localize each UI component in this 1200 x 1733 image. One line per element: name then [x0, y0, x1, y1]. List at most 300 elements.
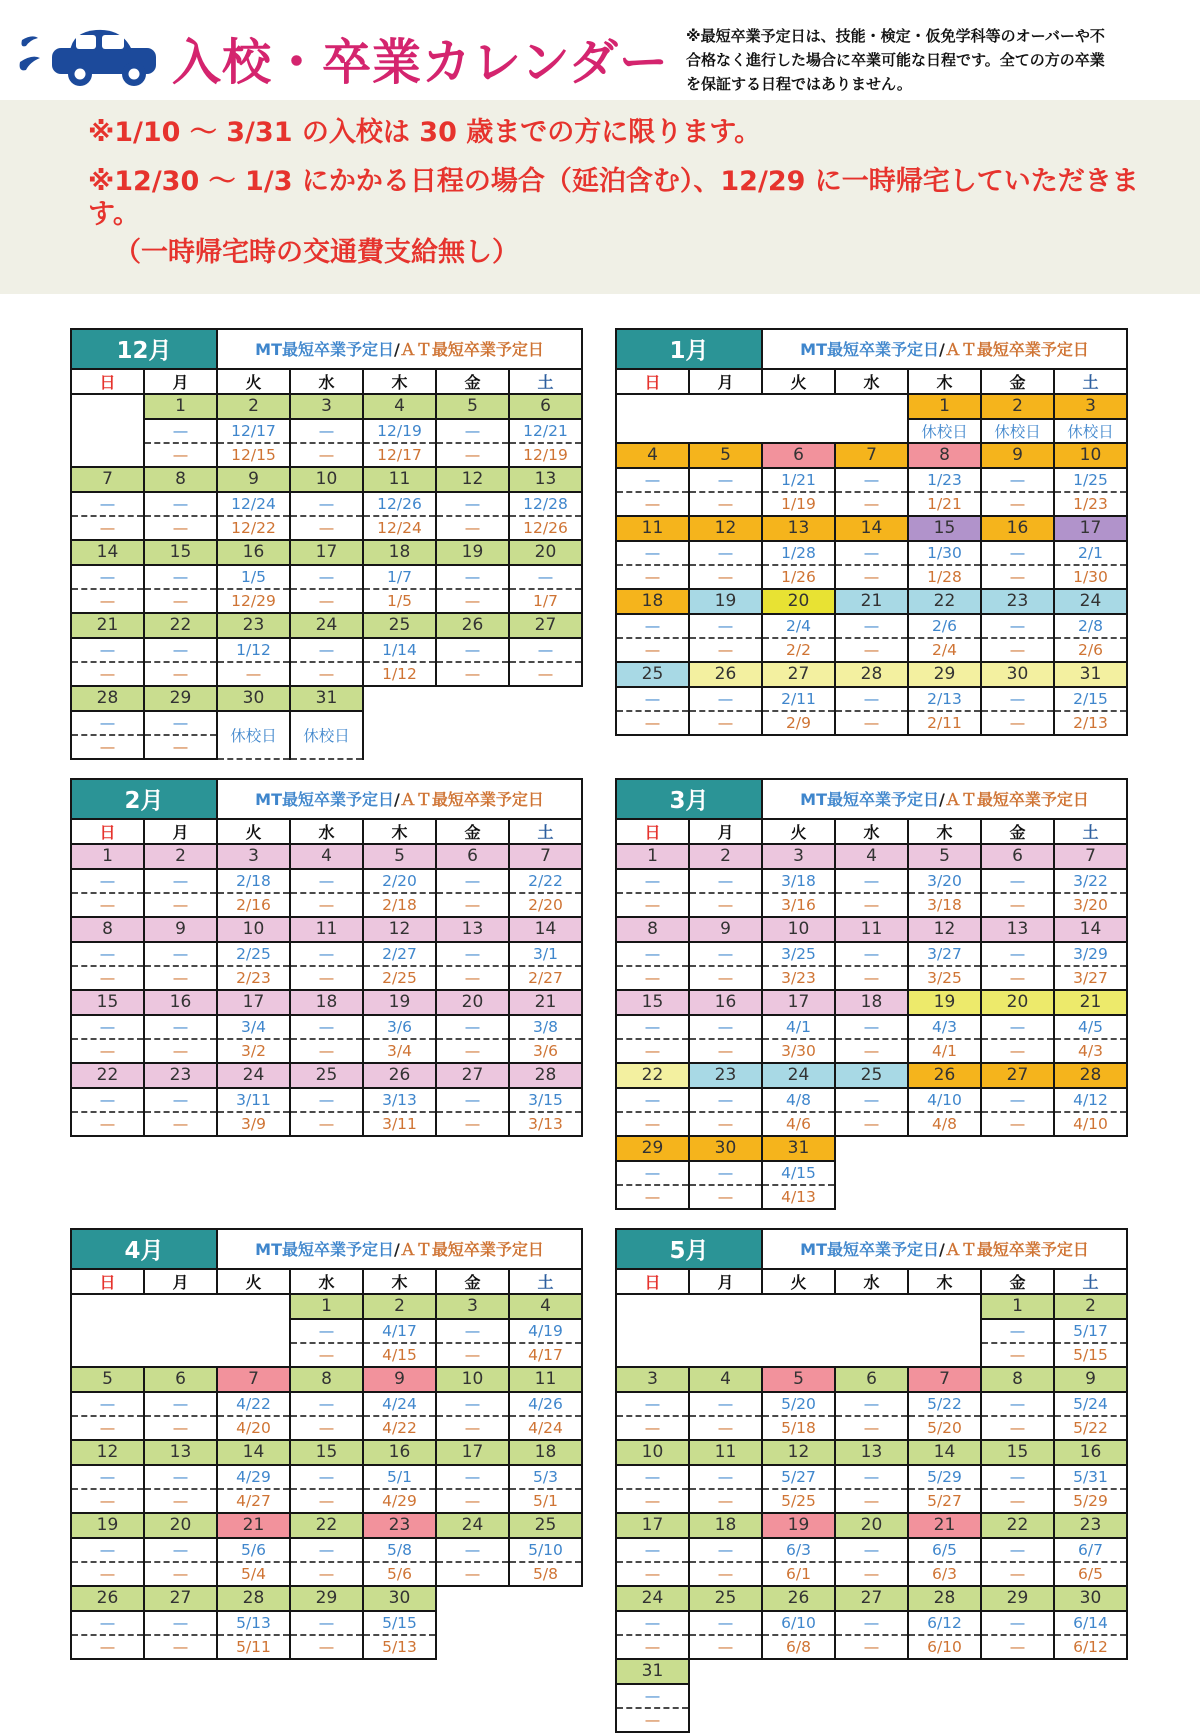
day-cell: 19 — [908, 990, 981, 1015]
day-cell: 31 — [762, 1136, 835, 1161]
mt-date-cell: — — [689, 687, 762, 711]
mt-date-cell: 3/6 — [363, 1015, 436, 1039]
at-date-cell: — — [835, 638, 908, 662]
mt-date-cell: — — [71, 1015, 144, 1039]
weekday-label: 火 — [762, 819, 835, 844]
day-cell: 8 — [144, 467, 217, 492]
at-date-cell: — — [616, 893, 689, 917]
at-date-cell: — — [981, 893, 1054, 917]
day-cell: 30 — [217, 686, 290, 711]
day-cell: 2 — [217, 394, 290, 419]
at-date-cell: — — [71, 1489, 144, 1513]
at-date-cell: — — [981, 711, 1054, 735]
day-cell: 29 — [290, 1586, 363, 1611]
mt-date-cell: — — [689, 1392, 762, 1416]
weekday-label: 火 — [762, 369, 835, 394]
at-date-cell: — — [689, 1185, 762, 1209]
mt-date-cell: 3/22 — [1054, 869, 1127, 893]
day-cell: 30 — [363, 1586, 436, 1611]
at-date-cell: 1/5 — [363, 589, 436, 613]
at-date-cell: 2/9 — [762, 711, 835, 735]
weekday-label: 金 — [436, 1269, 509, 1294]
weekday-label: 日 — [616, 369, 689, 394]
day-cell: 11 — [290, 917, 363, 942]
at-date-cell: — — [71, 1112, 144, 1136]
day-cell: 31 — [290, 686, 363, 711]
at-date-cell: — — [71, 589, 144, 613]
mt-date-cell: — — [71, 1538, 144, 1562]
day-cell: 6 — [981, 844, 1054, 869]
legend-mt: MT最短卒業予定日 — [800, 1240, 939, 1260]
at-date-cell: 5/8 — [509, 1562, 582, 1586]
mt-date-cell: — — [290, 869, 363, 893]
mt-date-cell: — — [689, 1465, 762, 1489]
at-date-cell: — — [144, 735, 217, 759]
at-date-cell: — — [290, 516, 363, 540]
mt-date-cell: — — [689, 1538, 762, 1562]
weekday-label: 水 — [290, 1269, 363, 1294]
at-date-cell: 2/25 — [363, 966, 436, 990]
mt-date-cell: — — [144, 869, 217, 893]
mt-date-cell: — — [981, 1611, 1054, 1635]
day-cell: 27 — [762, 662, 835, 687]
mt-date-cell: — — [689, 869, 762, 893]
day-cell: 15 — [616, 990, 689, 1015]
mt-date-cell: 12/17 — [217, 419, 290, 443]
mt-date-cell: — — [436, 869, 509, 893]
mt-date-cell: 4/3 — [908, 1015, 981, 1039]
notice-newyear: ※12/30 ～ 1/3 にかかる日程の場合（延泊含む）、12/29 に一時帰宅していただきます。 — [88, 166, 1139, 230]
closed-day-cell: 休校日 — [217, 711, 290, 759]
weekday-label: 金 — [981, 819, 1054, 844]
weekday-label: 土 — [509, 819, 582, 844]
at-date-cell: 1/7 — [509, 589, 582, 613]
mt-date-cell: — — [436, 942, 509, 966]
day-cell: 31 — [1054, 662, 1127, 687]
legend-mt: MT最短卒業予定日 — [255, 1240, 394, 1260]
day-cell: 21 — [1054, 990, 1127, 1015]
day-cell: 17 — [290, 540, 363, 565]
mt-date-cell: 2/25 — [217, 942, 290, 966]
day-cell: 14 — [71, 540, 144, 565]
mt-date-cell: — — [981, 614, 1054, 638]
mt-date-cell: 2/18 — [217, 869, 290, 893]
mt-date-cell: — — [981, 687, 1054, 711]
at-date-cell: — — [981, 966, 1054, 990]
mt-date-cell: 5/6 — [217, 1538, 290, 1562]
at-date-cell: — — [290, 1416, 363, 1440]
at-date-cell: — — [689, 492, 762, 516]
day-cell: 18 — [290, 990, 363, 1015]
day-cell: 15 — [144, 540, 217, 565]
weekday-label: 木 — [908, 369, 981, 394]
at-date-cell: — — [981, 1489, 1054, 1513]
at-date-cell: — — [436, 1343, 509, 1367]
day-cell: 1 — [290, 1294, 363, 1319]
at-date-cell: 12/26 — [509, 516, 582, 540]
mt-date-cell: 2/27 — [363, 942, 436, 966]
day-cell: 23 — [217, 613, 290, 638]
weekday-label: 日 — [616, 819, 689, 844]
at-date-cell: 4/20 — [217, 1416, 290, 1440]
at-date-cell: 4/10 — [1054, 1112, 1127, 1136]
at-date-cell: — — [835, 1039, 908, 1063]
at-date-cell: — — [144, 1489, 217, 1513]
day-cell: 10 — [616, 1440, 689, 1465]
mt-date-cell: — — [616, 1161, 689, 1185]
day-cell: 28 — [509, 1063, 582, 1088]
mt-date-cell: 2/20 — [363, 869, 436, 893]
day-cell: 23 — [144, 1063, 217, 1088]
at-date-cell: — — [835, 1562, 908, 1586]
at-date-cell: 5/25 — [762, 1489, 835, 1513]
weekday-label: 土 — [1054, 1269, 1127, 1294]
mt-date-cell: 3/11 — [217, 1088, 290, 1112]
at-date-cell: 4/27 — [217, 1489, 290, 1513]
at-date-cell: 2/18 — [363, 893, 436, 917]
at-date-cell: 4/8 — [908, 1112, 981, 1136]
day-cell: 9 — [1054, 1367, 1127, 1392]
weekday-label: 日 — [71, 369, 144, 394]
mt-date-cell: 5/17 — [1054, 1319, 1127, 1343]
legend-separator: / — [938, 790, 945, 810]
mt-date-cell: 5/29 — [908, 1465, 981, 1489]
at-date-cell: — — [616, 1489, 689, 1513]
empty-region — [436, 1586, 582, 1659]
day-cell: 1 — [616, 844, 689, 869]
mt-date-cell: 2/13 — [908, 687, 981, 711]
weekday-label: 月 — [689, 369, 762, 394]
at-date-cell: — — [436, 516, 509, 540]
mt-date-cell: — — [290, 942, 363, 966]
mt-date-cell: — — [835, 1088, 908, 1112]
day-cell: 12 — [71, 1440, 144, 1465]
closed-day-cell: 休校日 — [981, 419, 1054, 443]
legend-at: ＡＴ最短卒業予定日 — [399, 340, 544, 360]
mt-date-cell: — — [290, 1319, 363, 1343]
at-date-cell: — — [71, 1635, 144, 1659]
weekday-label: 日 — [616, 1269, 689, 1294]
mt-date-cell: 4/17 — [363, 1319, 436, 1343]
at-date-cell: 1/26 — [762, 565, 835, 589]
mt-date-cell: — — [436, 1088, 509, 1112]
at-date-cell: — — [981, 638, 1054, 662]
weekday-label: 水 — [835, 819, 908, 844]
closed-day-cell: 休校日 — [908, 419, 981, 443]
at-date-cell: 5/13 — [363, 1635, 436, 1659]
mt-date-cell: — — [436, 638, 509, 662]
day-cell: 22 — [290, 1513, 363, 1538]
mt-date-cell: — — [71, 1465, 144, 1489]
day-cell: 6 — [762, 443, 835, 468]
day-cell: 13 — [835, 1440, 908, 1465]
at-date-cell: — — [436, 1416, 509, 1440]
mt-date-cell: 4/8 — [762, 1088, 835, 1112]
at-date-cell: — — [835, 711, 908, 735]
weekday-label: 木 — [363, 369, 436, 394]
day-cell: 5 — [363, 844, 436, 869]
mt-date-cell: — — [144, 1538, 217, 1562]
mt-date-cell: — — [290, 1611, 363, 1635]
at-date-cell: 4/3 — [1054, 1039, 1127, 1063]
legend-separator: / — [393, 340, 400, 360]
day-cell: 9 — [144, 917, 217, 942]
mt-date-cell: — — [144, 1015, 217, 1039]
mt-date-cell: 1/21 — [762, 468, 835, 492]
day-cell: 26 — [908, 1063, 981, 1088]
day-cell: 25 — [835, 1063, 908, 1088]
at-date-cell: 2/20 — [509, 893, 582, 917]
at-date-cell: — — [689, 1489, 762, 1513]
blank-cell — [71, 1294, 290, 1367]
calendar-month-5月 — [615, 1228, 1128, 1733]
at-date-cell: 12/15 — [217, 443, 290, 467]
at-date-cell: 6/5 — [1054, 1562, 1127, 1586]
day-cell: 7 — [509, 844, 582, 869]
mt-date-cell: — — [616, 1465, 689, 1489]
weekday-label: 月 — [689, 819, 762, 844]
day-cell: 25 — [290, 1063, 363, 1088]
mt-date-cell: — — [144, 1088, 217, 1112]
at-date-cell: — — [144, 1635, 217, 1659]
day-cell: 6 — [509, 394, 582, 419]
at-date-cell: — — [436, 1039, 509, 1063]
day-cell: 27 — [144, 1586, 217, 1611]
day-cell: 24 — [1054, 589, 1127, 614]
at-date-cell: 4/13 — [762, 1185, 835, 1209]
legend-at: ＡＴ最短卒業予定日 — [399, 1240, 544, 1260]
mt-date-cell: 12/21 — [509, 419, 582, 443]
day-cell: 2 — [363, 1294, 436, 1319]
day-cell: 16 — [144, 990, 217, 1015]
at-date-cell: — — [144, 893, 217, 917]
day-cell: 21 — [835, 589, 908, 614]
at-date-cell: — — [509, 662, 582, 686]
legend-label — [217, 779, 582, 819]
at-date-cell: 3/6 — [509, 1039, 582, 1063]
day-cell: 21 — [908, 1513, 981, 1538]
day-cell: 9 — [363, 1367, 436, 1392]
day-cell: 6 — [436, 844, 509, 869]
mt-date-cell: 12/19 — [363, 419, 436, 443]
blank-cell — [616, 1294, 981, 1367]
at-date-cell: — — [144, 516, 217, 540]
day-cell: 22 — [981, 1513, 1054, 1538]
day-cell: 30 — [689, 1136, 762, 1161]
mt-date-cell: 6/14 — [1054, 1611, 1127, 1635]
weekday-label: 木 — [363, 1269, 436, 1294]
mt-date-cell: — — [689, 468, 762, 492]
at-date-cell: — — [981, 1416, 1054, 1440]
day-cell: 26 — [689, 662, 762, 687]
mt-date-cell: — — [616, 1015, 689, 1039]
closed-day-cell: 休校日 — [1054, 419, 1127, 443]
day-cell: 26 — [762, 1586, 835, 1611]
day-cell: 8 — [290, 1367, 363, 1392]
at-date-cell: — — [290, 1635, 363, 1659]
day-cell: 17 — [762, 990, 835, 1015]
mt-date-cell: 2/15 — [1054, 687, 1127, 711]
at-date-cell: 4/1 — [908, 1039, 981, 1063]
mt-date-cell: 3/20 — [908, 869, 981, 893]
day-cell: 28 — [71, 686, 144, 711]
at-date-cell: — — [290, 589, 363, 613]
day-cell: 17 — [1054, 516, 1127, 541]
day-cell: 21 — [217, 1513, 290, 1538]
at-date-cell: — — [144, 1039, 217, 1063]
mt-date-cell: 4/19 — [509, 1319, 582, 1343]
at-date-cell: — — [981, 1112, 1054, 1136]
mt-date-cell: — — [981, 1392, 1054, 1416]
at-date-cell: — — [616, 1562, 689, 1586]
at-date-cell: 1/19 — [762, 492, 835, 516]
day-cell: 11 — [616, 516, 689, 541]
day-cell: 23 — [1054, 1513, 1127, 1538]
day-cell: 21 — [509, 990, 582, 1015]
mt-date-cell: — — [144, 565, 217, 589]
legend-at: ＡＴ最短卒業予定日 — [944, 1240, 1089, 1260]
at-date-cell: — — [689, 1112, 762, 1136]
day-cell: 13 — [436, 917, 509, 942]
at-date-cell: — — [689, 1039, 762, 1063]
mt-date-cell: — — [290, 1465, 363, 1489]
mt-date-cell: — — [290, 419, 363, 443]
weekday-label: 金 — [436, 369, 509, 394]
day-cell: 9 — [217, 467, 290, 492]
at-date-cell: 4/29 — [363, 1489, 436, 1513]
day-cell: 20 — [509, 540, 582, 565]
at-date-cell: — — [71, 662, 144, 686]
day-cell: 25 — [616, 662, 689, 687]
mt-date-cell: — — [144, 942, 217, 966]
at-date-cell: — — [616, 638, 689, 662]
day-cell: 27 — [835, 1586, 908, 1611]
at-date-cell: — — [689, 1562, 762, 1586]
day-cell: 3 — [1054, 394, 1127, 419]
mt-date-cell: — — [616, 541, 689, 565]
at-date-cell: — — [290, 662, 363, 686]
notice-newyear-sub: （一時帰宅時の交通費支給無し） — [114, 237, 519, 269]
day-cell: 14 — [217, 1440, 290, 1465]
mt-date-cell: 4/10 — [908, 1088, 981, 1112]
day-cell: 17 — [436, 1440, 509, 1465]
mt-date-cell: — — [144, 492, 217, 516]
at-date-cell: 5/11 — [217, 1635, 290, 1659]
mt-date-cell: — — [616, 1538, 689, 1562]
at-date-cell: — — [689, 1635, 762, 1659]
mt-date-cell: — — [689, 1161, 762, 1185]
day-cell: 28 — [1054, 1063, 1127, 1088]
at-date-cell: — — [71, 516, 144, 540]
at-date-cell: — — [689, 1416, 762, 1440]
at-date-cell: — — [71, 966, 144, 990]
mt-date-cell: — — [616, 1088, 689, 1112]
legend-label — [217, 329, 582, 369]
mt-date-cell: — — [835, 687, 908, 711]
mt-date-cell: 5/27 — [762, 1465, 835, 1489]
day-cell: 2 — [144, 844, 217, 869]
at-date-cell: — — [981, 492, 1054, 516]
legend-label — [762, 1229, 1127, 1269]
at-date-cell: — — [689, 638, 762, 662]
day-cell: 4 — [290, 844, 363, 869]
mt-date-cell: — — [616, 1611, 689, 1635]
at-date-cell: 12/19 — [509, 443, 582, 467]
day-cell: 3 — [762, 844, 835, 869]
day-cell: 14 — [835, 516, 908, 541]
at-date-cell: 3/13 — [509, 1112, 582, 1136]
day-cell: 22 — [908, 589, 981, 614]
day-cell: 15 — [71, 990, 144, 1015]
mt-date-cell: 5/3 — [509, 1465, 582, 1489]
mt-date-cell: — — [981, 468, 1054, 492]
day-cell: 24 — [290, 613, 363, 638]
mt-date-cell: — — [436, 565, 509, 589]
day-cell: 6 — [144, 1367, 217, 1392]
day-cell: 16 — [363, 1440, 436, 1465]
at-date-cell: 3/2 — [217, 1039, 290, 1063]
mt-date-cell: — — [509, 565, 582, 589]
at-date-cell: 1/30 — [1054, 565, 1127, 589]
day-cell: 27 — [981, 1063, 1054, 1088]
calendar-month-2月 — [70, 778, 583, 1137]
mt-date-cell: 3/1 — [509, 942, 582, 966]
day-cell: 2 — [689, 844, 762, 869]
legend-mt: MT最短卒業予定日 — [800, 790, 939, 810]
mt-date-cell: — — [616, 687, 689, 711]
mt-date-cell: 5/15 — [363, 1611, 436, 1635]
day-cell: 22 — [616, 1063, 689, 1088]
day-cell: 29 — [908, 662, 981, 687]
day-cell: 27 — [509, 613, 582, 638]
at-date-cell: — — [835, 893, 908, 917]
weekday-label: 金 — [981, 369, 1054, 394]
day-cell: 5 — [436, 394, 509, 419]
calendar-grid — [70, 328, 1200, 1733]
at-date-cell: — — [71, 893, 144, 917]
at-date-cell: 3/18 — [908, 893, 981, 917]
at-date-cell: — — [689, 711, 762, 735]
day-cell: 15 — [908, 516, 981, 541]
at-date-cell: — — [290, 1343, 363, 1367]
at-date-cell: 3/16 — [762, 893, 835, 917]
legend-mt: MT最短卒業予定日 — [255, 340, 394, 360]
mt-date-cell: 5/8 — [363, 1538, 436, 1562]
mt-date-cell: — — [436, 1465, 509, 1489]
mt-date-cell: — — [616, 869, 689, 893]
mt-date-cell: 6/12 — [908, 1611, 981, 1635]
day-cell: 18 — [689, 1513, 762, 1538]
mt-date-cell: — — [835, 541, 908, 565]
at-date-cell: — — [981, 1039, 1054, 1063]
at-date-cell: 4/15 — [363, 1343, 436, 1367]
mt-date-cell: 4/29 — [217, 1465, 290, 1489]
mt-date-cell: 3/13 — [363, 1088, 436, 1112]
mt-date-cell: 4/22 — [217, 1392, 290, 1416]
mt-date-cell: — — [981, 541, 1054, 565]
mt-date-cell: — — [835, 1392, 908, 1416]
mt-date-cell: — — [689, 614, 762, 638]
mt-date-cell: 4/15 — [762, 1161, 835, 1185]
day-cell: 14 — [908, 1440, 981, 1465]
day-cell: 16 — [1054, 1440, 1127, 1465]
at-date-cell: 2/11 — [908, 711, 981, 735]
day-cell: 2 — [981, 394, 1054, 419]
day-cell: 20 — [762, 589, 835, 614]
mt-date-cell: 3/8 — [509, 1015, 582, 1039]
at-date-cell: 5/27 — [908, 1489, 981, 1513]
at-date-cell: 5/1 — [509, 1489, 582, 1513]
